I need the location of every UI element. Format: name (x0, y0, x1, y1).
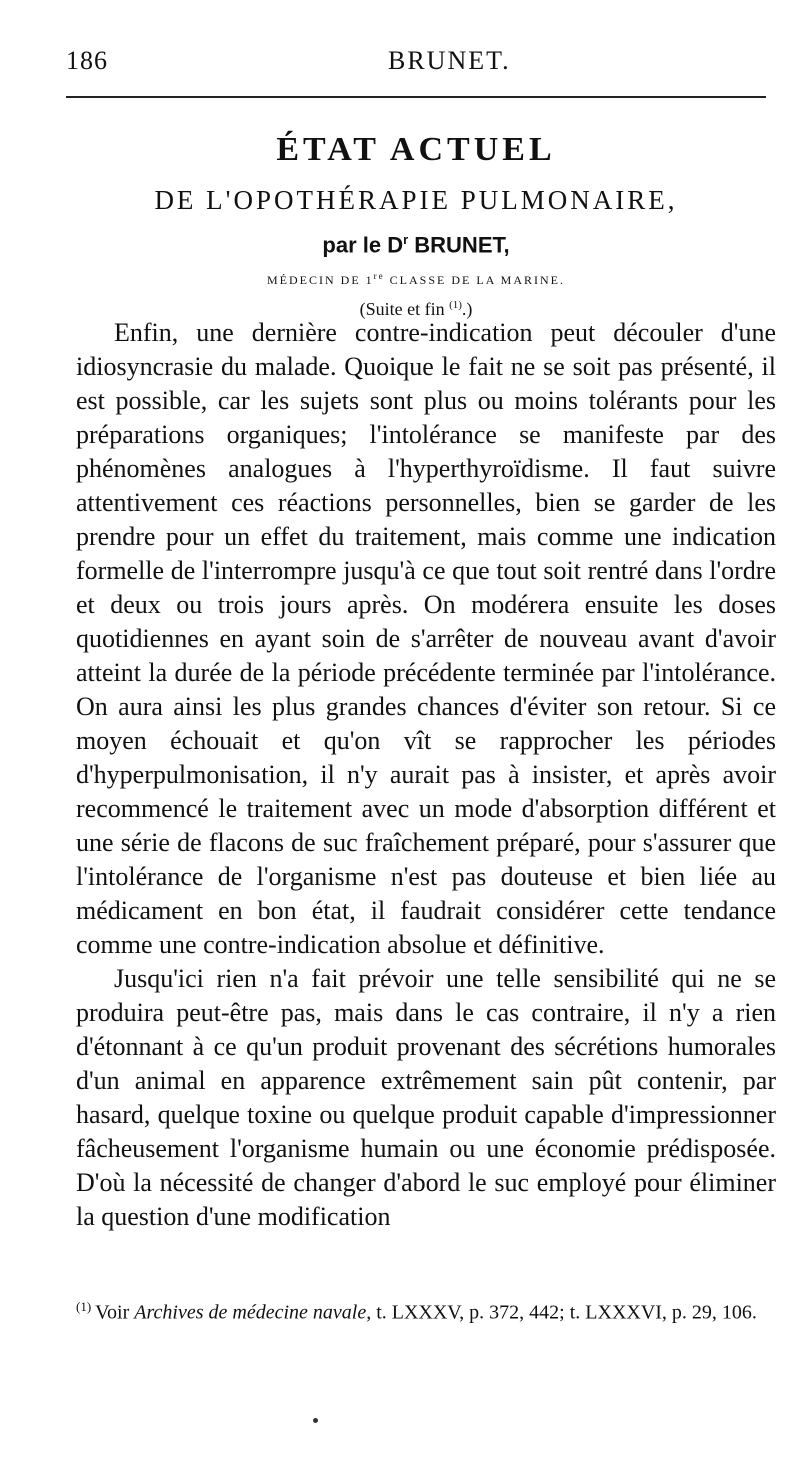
footnote (76, 1292, 776, 1328)
article-title-block (66, 128, 766, 323)
article-title: ÉTAT ACTUEL (276, 131, 556, 168)
byline-prefix: par le D (322, 232, 404, 258)
body-text (76, 316, 776, 1234)
author-name: BRUNET, (408, 232, 510, 258)
affiliation-prefix: MÉDECIN DE 1 (266, 273, 374, 288)
ink-speck (313, 1418, 318, 1423)
continued-close: .) (461, 299, 473, 320)
author-affiliation (66, 265, 766, 291)
affiliation-sup: re (373, 271, 385, 282)
footnote-prefix: Voir (95, 1301, 135, 1324)
footnote-refs: t. LXXXV, p. 372, 442; t. LXXXVI, p. 29, 106. (371, 1301, 757, 1324)
page-header (66, 46, 766, 86)
running-head: BRUNET. (388, 46, 511, 75)
header-rule (66, 96, 766, 98)
article-subtitle: DE L'OPOTHÉRAPIE PULMONAIRE, (154, 185, 678, 215)
byline (66, 224, 766, 261)
continued-text: (Suite et fin (359, 299, 450, 320)
byline-sup: r (403, 232, 409, 247)
footnote-mark: (1) (76, 1299, 92, 1314)
paragraph: Jusqu'ici rien n'a fait prévoir une telle sensibilité qui ne se produira peut-être pas, mais dans le cas contraire, il n'y a rien d'étonnant à ce qu'un produit provenant des sécrétions humorales d'un animal en apparence extrêmement sain pût contenir, par hasard, quelque toxine ou quelque produit capable d'impressionner fâcheusement l'organisme humain ou une économie prédisposée. D'où la nécessité de changer d'abord le suc employé pour éliminer la question d'une modification (76, 964, 776, 1231)
paragraph: Enfin, une dernière contre-indication peut découler d'une idiosyncrasie du malade. Quoique le fait ne se soit pas présenté, il est possible, car les sujets sont plus ou moins tolérants pour les préparations organiques; l'intolérance se manifeste par des phénomènes analogues à l'hyperthyroïdisme. Il faut suivre attentivement ces réactions personnelles, bien se garder de les prendre pour un effet du traitement, mais comme une indication formelle de l'interrompre jusqu'à ce que tout soit rentré dans l'ordre et deux ou trois jours après. On modérera ensuite les doses quotidiennes en ayant soin de s'arrêter de nouveau avant d'avoir atteint la durée de la période précédente terminée par l'intolérance. On aura ainsi les plus grandes chances d'éviter son retour. Si ce moyen échouait et qu'on vît se rapprocher les périodes d'hyperpulmonisation, il n'y aurait pas à insister, et après avoir recommencé le traitement avec un mode d'absorption différent et une série de flacons de suc fraîchement préparé, pour s'assurer que l'intolérance de l'organisme n'est pas douteuse et bien liée au médicament en bon état, il faudrait considérer cette tendance comme une contre-indication absolue et définitive. (76, 318, 776, 959)
footnote-journal: Archives de médecine navale, (134, 1301, 372, 1324)
page-number: 186 (66, 46, 108, 75)
affiliation-suffix: CLASSE DE LA MARINE. (384, 273, 565, 288)
continued-footnote-mark: (1) (449, 299, 462, 312)
